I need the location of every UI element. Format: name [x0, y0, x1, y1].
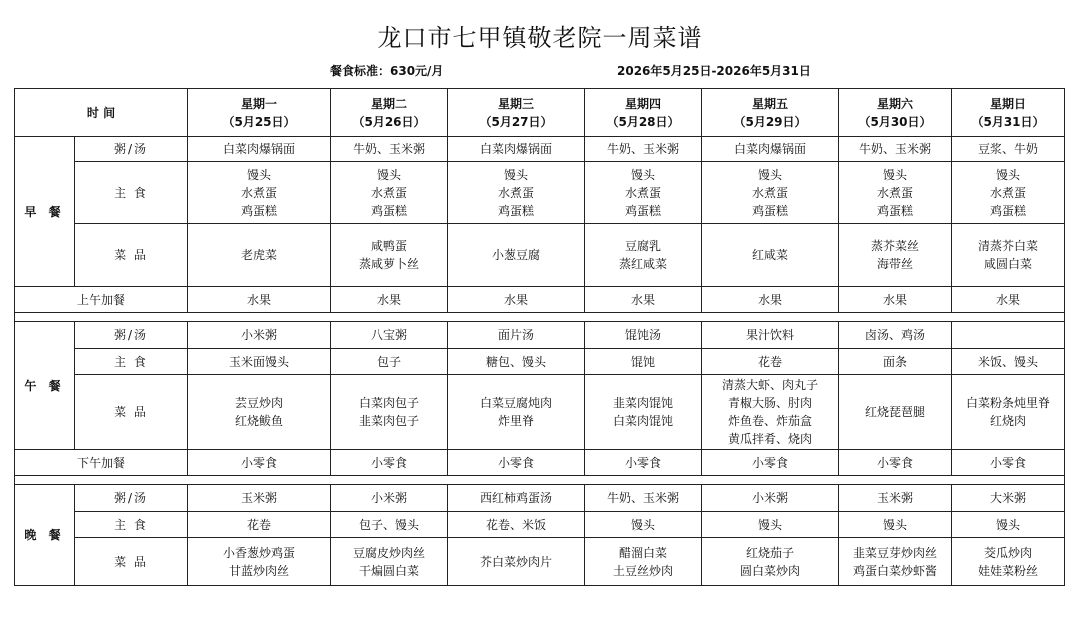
dish-line: 鸡蛋糕	[624, 203, 661, 218]
menu-cell	[839, 512, 952, 538]
dish-line: 土豆丝炒肉	[612, 563, 673, 578]
dish-line: 蒸红咸菜	[618, 257, 667, 271]
lunch-row	[15, 349, 1065, 375]
menu-cell	[702, 538, 839, 586]
dish-line: 圆白菜炒肉	[739, 563, 800, 578]
separator	[15, 313, 1065, 322]
dish-line: 糖包、馒头	[485, 354, 546, 369]
date-label: （5月25日）	[222, 114, 296, 129]
menu-cell	[702, 224, 839, 287]
dish-line: 韭菜肉馄饨	[612, 396, 673, 410]
snack-cell: 小零食	[331, 450, 448, 476]
dish-line: 水煮蛋	[876, 185, 913, 200]
menu-cell	[448, 375, 585, 450]
dish-line: 水煮蛋	[624, 185, 661, 200]
dish-line: 鸡蛋糕	[751, 203, 788, 218]
dish-line: 馒头	[882, 167, 907, 182]
menu-cell	[448, 538, 585, 586]
menu-cell	[448, 162, 585, 224]
breakfast-row	[15, 224, 1065, 287]
weekday-label: 星期二	[370, 96, 407, 111]
menu-cell	[448, 485, 585, 512]
breakfast-row	[15, 162, 1065, 224]
lunch-row	[15, 375, 1065, 450]
dish-line: 馒头	[995, 167, 1020, 182]
dish-line: 八宝粥	[370, 328, 407, 342]
dish-line: 鸡蛋糕	[989, 203, 1026, 218]
menu-cell	[188, 137, 331, 162]
day-header	[188, 89, 331, 137]
menu-cell	[585, 349, 702, 375]
menu-cell	[188, 512, 331, 538]
date-label: （5月28日）	[606, 114, 680, 129]
dish-line: 水煮蛋	[370, 185, 407, 200]
dish-line: 炸鱼卷、炸茄盒	[727, 414, 812, 428]
dish-line: 水煮蛋	[240, 185, 277, 200]
category-label: 粥/汤	[75, 137, 188, 162]
menu-cell	[331, 349, 448, 375]
dish-line: 馒头	[246, 167, 271, 182]
menu-cell	[952, 349, 1065, 375]
snack-cell: 水果	[585, 287, 702, 313]
snack-cell: 小零食	[585, 450, 702, 476]
meal-standard: 餐食标准：630元/月	[330, 64, 444, 78]
dinner-label: 晚 餐	[15, 485, 75, 586]
dish-line: 娃娃菜粉丝	[977, 563, 1038, 578]
menu-cell	[702, 375, 839, 450]
day-header	[839, 89, 952, 137]
menu-cell	[839, 224, 952, 287]
dish-line: 蒸芥菜丝	[870, 239, 919, 253]
category-label: 粥/汤	[75, 322, 188, 349]
dish-line: 芸豆炒肉	[234, 396, 283, 410]
dish-line: 玉米粥	[876, 491, 913, 505]
lunch-row	[15, 322, 1065, 349]
dinner-row	[15, 485, 1065, 512]
dish-line: 玉米粥	[240, 491, 277, 505]
dish-line: 馒头	[757, 517, 782, 532]
dish-line: 炸里脊	[497, 414, 534, 428]
menu-cell	[331, 137, 448, 162]
date-label: （5月27日）	[479, 114, 553, 129]
dish-line: 清蒸大虾、肉丸子	[721, 378, 818, 392]
snack-cell: 水果	[839, 287, 952, 313]
category-label: 主 食	[75, 349, 188, 375]
menu-cell	[952, 375, 1065, 450]
snack-cell: 小零食	[188, 450, 331, 476]
weekday-label: 星期六	[876, 96, 913, 111]
dish-line: 西红柿鸡蛋汤	[479, 491, 552, 505]
menu-cell	[702, 137, 839, 162]
lunch-label: 午 餐	[15, 322, 75, 450]
dish-line: 白菜豆腐炖肉	[479, 396, 552, 410]
date-label: （5月31日）	[971, 114, 1045, 129]
menu-cell	[839, 538, 952, 586]
dish-line: 甘蓝炒肉丝	[228, 563, 289, 578]
dish-line: 馄饨	[630, 354, 655, 369]
dish-line: 果汁饮料	[745, 328, 794, 342]
dish-line: 牛奶、玉米粥	[858, 142, 931, 156]
dish-line: 韭菜肉包子	[358, 414, 419, 428]
dish-line: 红咸菜	[751, 248, 788, 262]
morning_snack-label: 上午加餐	[15, 287, 188, 313]
menu-cell	[188, 538, 331, 586]
dish-line: 小米粥	[751, 491, 788, 505]
snack-cell: 水果	[188, 287, 331, 313]
dish-line: 牛奶、玉米粥	[606, 491, 679, 505]
menu-cell	[839, 137, 952, 162]
dish-line: 馒头	[376, 167, 401, 182]
menu-cell	[448, 137, 585, 162]
dish-line: 红烧肉	[989, 414, 1026, 428]
menu-cell	[188, 375, 331, 450]
weekly-menu-table	[14, 88, 1065, 586]
category-label: 主 食	[75, 512, 188, 538]
menu-cell	[331, 485, 448, 512]
weekday-label: 星期四	[624, 96, 661, 111]
menu-cell	[839, 375, 952, 450]
menu-cell	[331, 162, 448, 224]
dish-line: 馒头	[882, 517, 907, 532]
menu-cell	[839, 349, 952, 375]
page-title: 龙口市七甲镇敬老院一周菜谱	[377, 24, 703, 52]
menu-cell	[331, 322, 448, 349]
dish-line: 馒头	[757, 167, 782, 182]
menu-cell	[952, 538, 1065, 586]
weekday-label: 星期五	[751, 96, 788, 111]
breakfast-label: 早 餐	[15, 137, 75, 287]
menu-cell	[331, 224, 448, 287]
dish-line: 花卷	[757, 354, 782, 369]
dish-line: 白菜肉爆锅面	[733, 142, 806, 156]
category-label: 菜 品	[75, 538, 188, 586]
menu-cell	[188, 224, 331, 287]
menu-cell	[702, 349, 839, 375]
menu-cell	[188, 322, 331, 349]
dish-line: 咸圆白菜	[983, 257, 1032, 271]
snack-cell: 小零食	[952, 450, 1065, 476]
menu-cell	[585, 512, 702, 538]
menu-cell	[839, 485, 952, 512]
dish-line: 干煸圆白菜	[358, 563, 419, 578]
dish-line: 花卷	[246, 517, 271, 532]
dish-line: 小米粥	[240, 328, 277, 342]
dish-line: 卤汤、鸡汤	[864, 328, 925, 342]
dish-line: 包子、馒头	[358, 517, 419, 532]
day-header	[331, 89, 448, 137]
menu-cell	[188, 485, 331, 512]
dish-line: 馒头	[503, 167, 528, 182]
snack-cell: 小零食	[448, 450, 585, 476]
snack-cell: 小零食	[702, 450, 839, 476]
dish-line: 白菜肉爆锅面	[222, 142, 295, 156]
menu-cell	[585, 538, 702, 586]
dish-line: 红烧鲅鱼	[234, 414, 283, 428]
dish-line: 韭菜豆芽炒肉丝	[852, 545, 937, 560]
separator-row	[15, 476, 1065, 485]
menu-cell	[331, 375, 448, 450]
dish-line: 豆浆、牛奶	[977, 142, 1038, 156]
weekday-label: 星期三	[497, 96, 534, 111]
dish-line: 水煮蛋	[751, 185, 788, 200]
dish-line: 醋溜白菜	[618, 545, 667, 560]
dish-line: 青椒大肠、肘肉	[727, 396, 812, 410]
dish-line: 咸鸭蛋	[370, 239, 407, 253]
menu-cell	[702, 162, 839, 224]
menu-cell	[585, 322, 702, 349]
dish-line: 茭瓜炒肉	[983, 545, 1032, 560]
category-label: 菜 品	[75, 224, 188, 287]
day-header	[702, 89, 839, 137]
menu-cell	[952, 512, 1065, 538]
dish-line: 水煮蛋	[989, 185, 1026, 200]
dish-line: 白菜粉条炖里脊	[965, 396, 1050, 410]
category-label: 主 食	[75, 162, 188, 224]
day-header	[448, 89, 585, 137]
dish-line: 花卷、米饭	[485, 517, 546, 532]
menu-cell	[702, 512, 839, 538]
menu-cell	[952, 224, 1065, 287]
time-header: 时 间	[15, 89, 188, 137]
separator-row	[15, 313, 1065, 322]
dish-line: 馄饨汤	[624, 328, 661, 342]
dish-line: 豆腐乳	[624, 239, 661, 253]
dish-line: 海带丝	[876, 257, 913, 271]
dish-line: 豆腐皮炒肉丝	[352, 545, 425, 560]
dish-line: 小香葱炒鸡蛋	[222, 545, 295, 560]
dish-line: 鸡蛋糕	[497, 203, 534, 218]
afternoon_snack-label: 下午加餐	[15, 450, 188, 476]
dish-line: 小葱豆腐	[491, 248, 540, 262]
dish-line: 白菜肉馄饨	[612, 414, 673, 428]
menu-cell	[448, 512, 585, 538]
menu-cell	[188, 349, 331, 375]
menu-cell	[585, 224, 702, 287]
menu-period: 2026年5月25日-2026年5月31日	[617, 64, 811, 78]
menu-cell	[702, 485, 839, 512]
dish-line: 白菜肉爆锅面	[479, 142, 552, 156]
menu-cell	[585, 137, 702, 162]
dish-line: 鸡蛋糕	[240, 203, 277, 218]
menu-cell	[839, 322, 952, 349]
menu-body	[15, 89, 1065, 586]
dish-line: 鸡蛋白菜炒虾酱	[852, 563, 937, 578]
menu-cell	[585, 485, 702, 512]
dinner-row	[15, 512, 1065, 538]
dish-line: 老虎菜	[240, 248, 277, 262]
menu-cell	[585, 375, 702, 450]
snack-cell: 水果	[952, 287, 1065, 313]
morning_snack-row	[15, 287, 1065, 313]
dish-line: 牛奶、玉米粥	[352, 142, 425, 156]
dish-line: 鸡蛋糕	[370, 203, 407, 218]
dish-line: 清蒸芥白菜	[977, 239, 1038, 253]
dish-line: 白菜肉包子	[358, 396, 419, 410]
dish-line: 米饭、馒头	[977, 354, 1038, 369]
menu-cell	[331, 512, 448, 538]
separator	[15, 476, 1065, 485]
dish-line: 芥白菜炒肉片	[479, 554, 552, 569]
dish-line: 大米粥	[989, 491, 1026, 505]
weekday-label: 星期一	[240, 96, 277, 111]
menu-cell	[702, 322, 839, 349]
menu-cell	[952, 162, 1065, 224]
date-label: （5月30日）	[858, 114, 932, 129]
weekday-label: 星期日	[989, 96, 1026, 111]
menu-cell	[952, 322, 1065, 349]
menu-cell	[448, 322, 585, 349]
category-label: 菜 品	[75, 375, 188, 450]
dish-line: 馒头	[995, 517, 1020, 532]
snack-cell: 水果	[702, 287, 839, 313]
category-label: 粥/汤	[75, 485, 188, 512]
menu-cell	[839, 162, 952, 224]
date-label: （5月29日）	[733, 114, 807, 129]
dish-line: 红烧琵琶腿	[864, 405, 925, 419]
dish-line: 面条	[882, 354, 907, 369]
date-label: （5月26日）	[352, 114, 426, 129]
dish-line: 黄瓜拌肴、烧肉	[727, 432, 812, 446]
dish-line: 鸡蛋糕	[876, 203, 913, 218]
dish-line: 包子	[376, 354, 401, 369]
dish-line: 馒头	[630, 167, 655, 182]
menu-cell	[952, 485, 1065, 512]
dish-line: 水煮蛋	[497, 185, 534, 200]
breakfast-row	[15, 137, 1065, 162]
dish-line: 面片汤	[497, 328, 534, 342]
menu-cell	[448, 349, 585, 375]
day-header	[585, 89, 702, 137]
day-header	[952, 89, 1065, 137]
dish-line: 红烧茄子	[745, 545, 794, 560]
dish-line: 馒头	[630, 517, 655, 532]
dish-line: 蒸咸萝卜丝	[358, 257, 419, 271]
menu-cell	[952, 137, 1065, 162]
dish-line: 玉米面馒头	[228, 354, 289, 369]
snack-cell: 水果	[331, 287, 448, 313]
snack-cell: 小零食	[839, 450, 952, 476]
snack-cell: 水果	[448, 287, 585, 313]
menu-cell	[448, 224, 585, 287]
menu-cell	[585, 162, 702, 224]
menu-cell	[188, 162, 331, 224]
dish-line: 牛奶、玉米粥	[606, 142, 679, 156]
dinner-row	[15, 538, 1065, 586]
dish-line: 小米粥	[370, 491, 407, 505]
header-row	[15, 89, 1065, 137]
afternoon_snack-row	[15, 450, 1065, 476]
menu-cell	[331, 538, 448, 586]
